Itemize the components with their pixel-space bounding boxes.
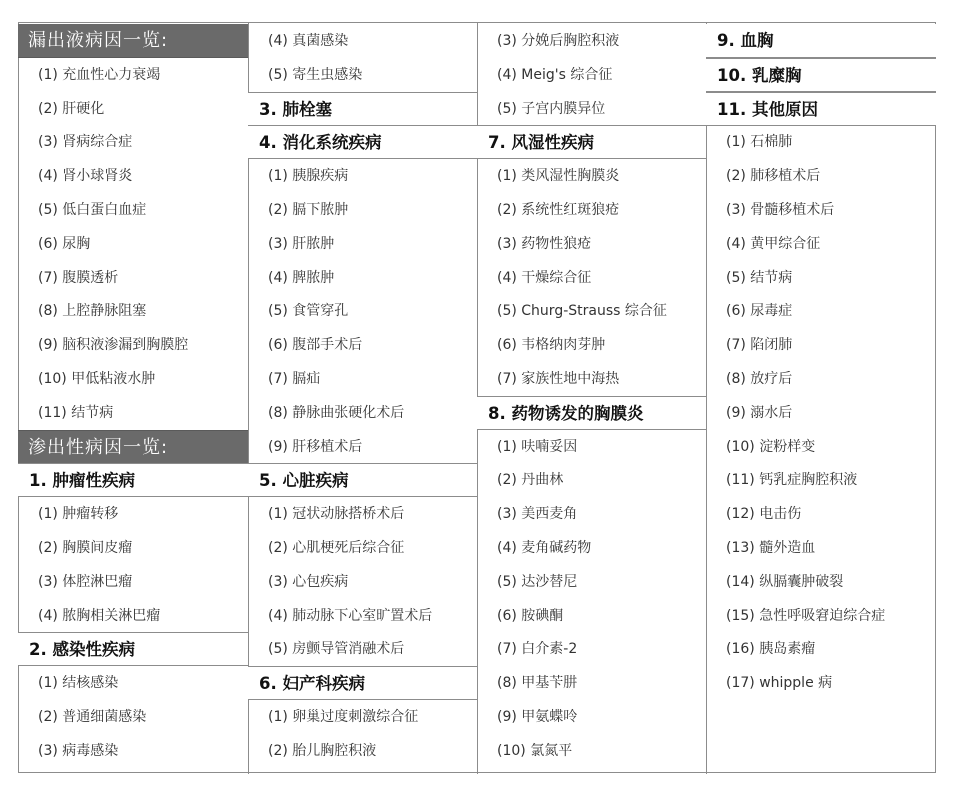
list-item: (1) 呋喃妥因 [497,438,578,455]
group-title: 漏出液病因一览: [18,24,248,58]
list-item: (7) 膈疝 [268,371,321,387]
list-item: (4) 肾小球肾炎 [38,168,133,185]
list-item: (1) 石棉肺 [726,134,793,151]
list-item: (5) 达沙替尼 [497,573,578,590]
list-item: (10) 淀粉样变 [726,438,816,455]
list-item: (10) 氯氮平 [497,742,573,759]
list-item: (3) 肝脓肿 [268,235,335,252]
list-item: (3) 心包疾病 [268,573,349,590]
list-item: (5) 房颤导管消融术后 [268,641,405,658]
list-item: (2) 丹曲林 [497,472,564,489]
list-item: (1) 卵巢过度刺激综合征 [268,709,419,725]
section-heading: 9. 血胸 [706,24,936,58]
list-item: (5) Churg-Strauss 综合征 [497,303,667,320]
list-item: (11) 钙乳症胸腔积液 [726,472,858,489]
list-item: (2) 胎儿胸腔积液 [268,742,377,759]
list-item: (1) 充血性心力衰竭 [38,66,161,83]
list-item: (5) 食管穿孔 [268,303,349,320]
section-heading: 1. 肿瘤性疾病 [18,463,248,497]
list-item: (1) 肿瘤转移 [38,506,119,523]
list-item: (5) 子宫内膜异位 [497,100,606,117]
section-heading: 2. 感染性疾病 [18,632,248,666]
list-item: (1) 类风湿性胸膜炎 [497,168,620,185]
list-item: (6) 胺碘酮 [497,607,564,624]
list-item: (17) whipple 病 [726,675,833,692]
list-item: (7) 白介素-2 [497,641,578,658]
section-heading: 8. 药物诱发的胸膜炎 [477,396,706,430]
section-heading: 10. 乳糜胸 [706,58,936,92]
list-item: (9) 甲氨蝶呤 [497,709,578,725]
list-item: (5) 结节病 [726,269,793,286]
list-item: (2) 心肌梗死后综合征 [268,540,405,556]
list-item: (7) 腹膜透析 [38,269,119,286]
section-heading: 5. 心脏疾病 [248,463,477,497]
list-item: (3) 体腔淋巴瘤 [38,573,133,590]
section-heading: 11. 其他原因 [706,92,936,126]
group-title: 渗出性病因一览: [18,430,248,464]
list-item: (8) 上腔静脉阻塞 [38,303,147,320]
list-item: (5) 寄生虫感染 [268,66,363,83]
section-heading: 4. 消化系统疾病 [248,125,477,159]
list-item: (9) 肝移植术后 [268,438,363,455]
list-item: (11) 结节病 [38,404,114,421]
list-item: (14) 纵膈囊肿破裂 [726,573,844,590]
list-item: (9) 溺水后 [726,404,793,421]
list-item: (4) Meig's 综合征 [497,66,613,83]
list-item: (2) 肝硬化 [38,100,105,117]
list-item: (4) 脾脓肿 [268,269,335,286]
list-item: (4) 麦角碱药物 [497,540,592,556]
list-item: (4) 真菌感染 [268,33,349,49]
list-item: (4) 肺动脉下心室旷置术后 [268,607,433,624]
section-heading: 6. 妇产科疾病 [248,666,477,700]
column-3 [477,22,707,774]
list-item: (2) 普通细菌感染 [38,709,147,725]
list-item: (2) 膈下脓肿 [268,202,349,218]
list-item: (4) 脓胸相关淋巴瘤 [38,607,161,624]
list-item: (8) 甲基苄肼 [497,675,578,692]
list-item: (3) 美西麦角 [497,506,578,523]
list-item: (4) 干燥综合征 [497,269,592,286]
column-1 [18,22,249,774]
list-item: (3) 肾病综合症 [38,134,133,151]
list-item: (2) 系统性红斑狼疮 [497,202,620,218]
list-item: (13) 髓外造血 [726,540,816,556]
list-item: (1) 结核感染 [38,675,119,692]
list-item: (16) 胰岛素瘤 [726,641,816,658]
list-item: (1) 冠状动脉搭桥术后 [268,506,405,523]
list-item: (4) 黄甲综合征 [726,235,821,252]
list-item: (1) 胰腺疾病 [268,168,349,185]
list-item: (8) 放疗后 [726,371,793,387]
section-heading: 3. 肺栓塞 [248,92,477,126]
list-item: (10) 甲低粘液水肿 [38,371,156,387]
list-item: (6) 尿胸 [38,235,91,252]
list-item: (6) 韦格纳肉芽肿 [497,337,606,354]
list-item: (8) 静脉曲张硬化术后 [268,404,405,421]
list-item: (6) 尿毒症 [726,303,793,320]
list-item: (5) 低白蛋白血症 [38,202,147,218]
list-item: (2) 胸膜间皮瘤 [38,540,133,556]
list-item: (3) 病毒感染 [38,742,119,759]
list-item: (2) 肺移植术后 [726,168,821,185]
list-item: (7) 陷闭肺 [726,337,793,354]
column-2 [248,22,478,774]
section-heading: 7. 风湿性疾病 [477,125,706,159]
list-item: (3) 骨髓移植术后 [726,202,835,218]
list-item: (15) 急性呼吸窘迫综合症 [726,607,886,624]
list-item: (9) 脑积液渗漏到胸膜腔 [38,337,189,354]
list-item: (6) 腹部手术后 [268,337,363,354]
list-item: (3) 分娩后胸腔积液 [497,33,620,49]
list-item: (7) 家族性地中海热 [497,371,620,387]
column-4 [706,22,936,774]
list-item: (12) 电击伤 [726,506,802,523]
list-item: (3) 药物性狼疮 [497,235,592,252]
